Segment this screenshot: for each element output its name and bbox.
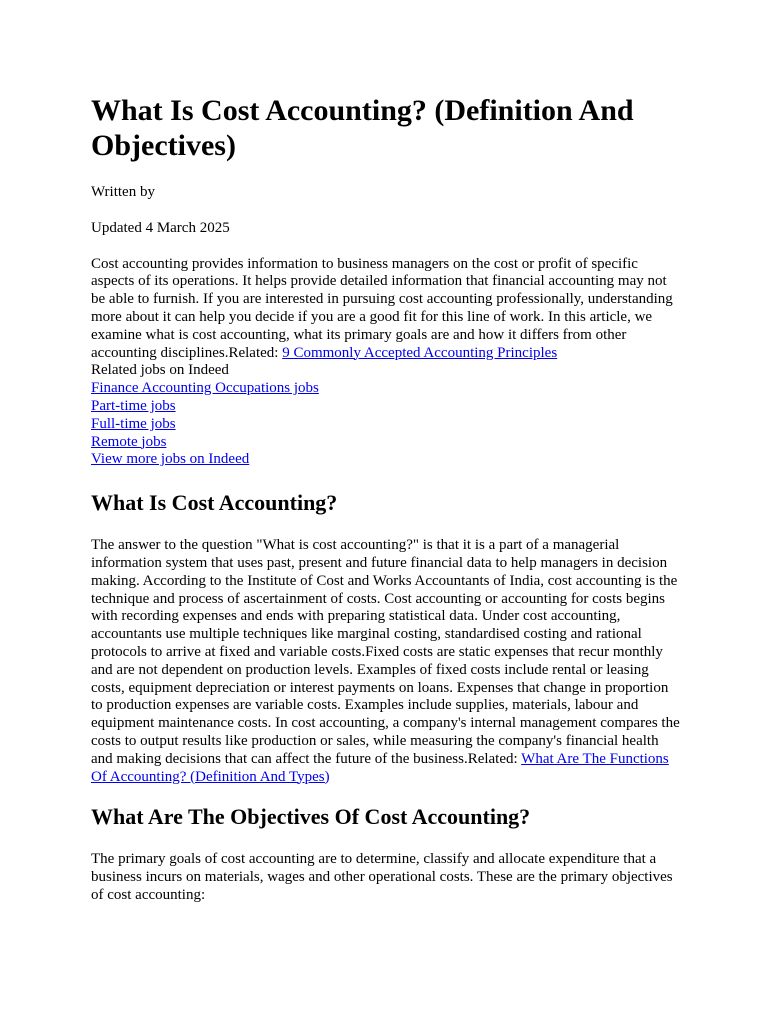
section-heading-what-is-cost-accounting: What Is Cost Accounting? bbox=[91, 490, 338, 516]
section-heading-objectives: What Are The Objectives Of Cost Accounting? bbox=[91, 804, 531, 830]
intro-text: Cost accounting provides information to business managers on the cost or profit of specific aspects of its operations. It helps provide detailed information that financial accounting may not be able to furnish. If you are interested in pursuing cost accounting professionally, understanding more about it can help you decide if you are a good fit for this line of work. In this article, we examine what is cost accounting, what its primary goals are and how it differs from other accounting disciplines.Related: bbox=[91, 255, 673, 361]
section-paragraph-what-is-cost-accounting bbox=[91, 537, 681, 786]
job-link-full-time[interactable]: Full-time jobs bbox=[91, 415, 176, 432]
section-paragraph-objectives: The primary goals of cost accounting are to determine, classify and allocate expenditure that a business incurs on materials, wages and other operational costs. These are the primary objectives of cost accounting: bbox=[91, 851, 673, 903]
author-byline: Written by bbox=[91, 184, 155, 200]
updated-date: Updated 4 March 2025 bbox=[91, 219, 230, 236]
article-title: What Is Cost Accounting? (Definition And Objectives) bbox=[91, 94, 634, 162]
job-link-part-time[interactable]: Part-time jobs bbox=[91, 397, 176, 414]
related-link-functions-of-accounting[interactable]: What Are The Functions Of Accounting? (Definition And Types) bbox=[91, 750, 669, 785]
job-link-view-more[interactable]: View more jobs on Indeed bbox=[91, 451, 250, 468]
job-link-remote[interactable]: Remote jobs bbox=[91, 433, 167, 450]
intro-section bbox=[91, 256, 681, 470]
related-jobs-heading: Related jobs on Indeed bbox=[91, 362, 229, 379]
intro-paragraph bbox=[91, 256, 681, 363]
related-link-accounting-principles[interactable]: 9 Commonly Accepted Accounting Principles bbox=[282, 344, 558, 361]
article-body bbox=[91, 93, 681, 905]
job-link-finance-accounting[interactable]: Finance Accounting Occupations jobs bbox=[91, 380, 319, 397]
related-jobs-list bbox=[91, 380, 681, 469]
section-text-what: The answer to the question "What is cost accounting?" is that it is a part of a managerial information system that uses past, present and future financial data to help managers in decision making. According to the Institute of Cost and Works Accountants of India, cost accounting is the technique and process of ascertainment of costs. Cost accounting or accounting for costs begins with recording expenses and ends with preparing statistical data. Under cost accounting, accountants use multiple techniques like marginal costing, standardised costing and rational protocols to arrive at fixed and variable costs.Fixed costs are static expenses that recur monthly and are not dependent on production levels. Examples of fixed costs include rental or leasing costs, equipment depreciation or interest payments on loans. Expenses that change in proportion to production expenses are variable costs. Examples include supplies, materials, labour and equipment maintenance costs. In cost accounting, a company's internal management compares the costs to output results like production or sales, while measuring the company's financial health and making decisions that can affect the future of the business.Related: bbox=[91, 537, 680, 767]
